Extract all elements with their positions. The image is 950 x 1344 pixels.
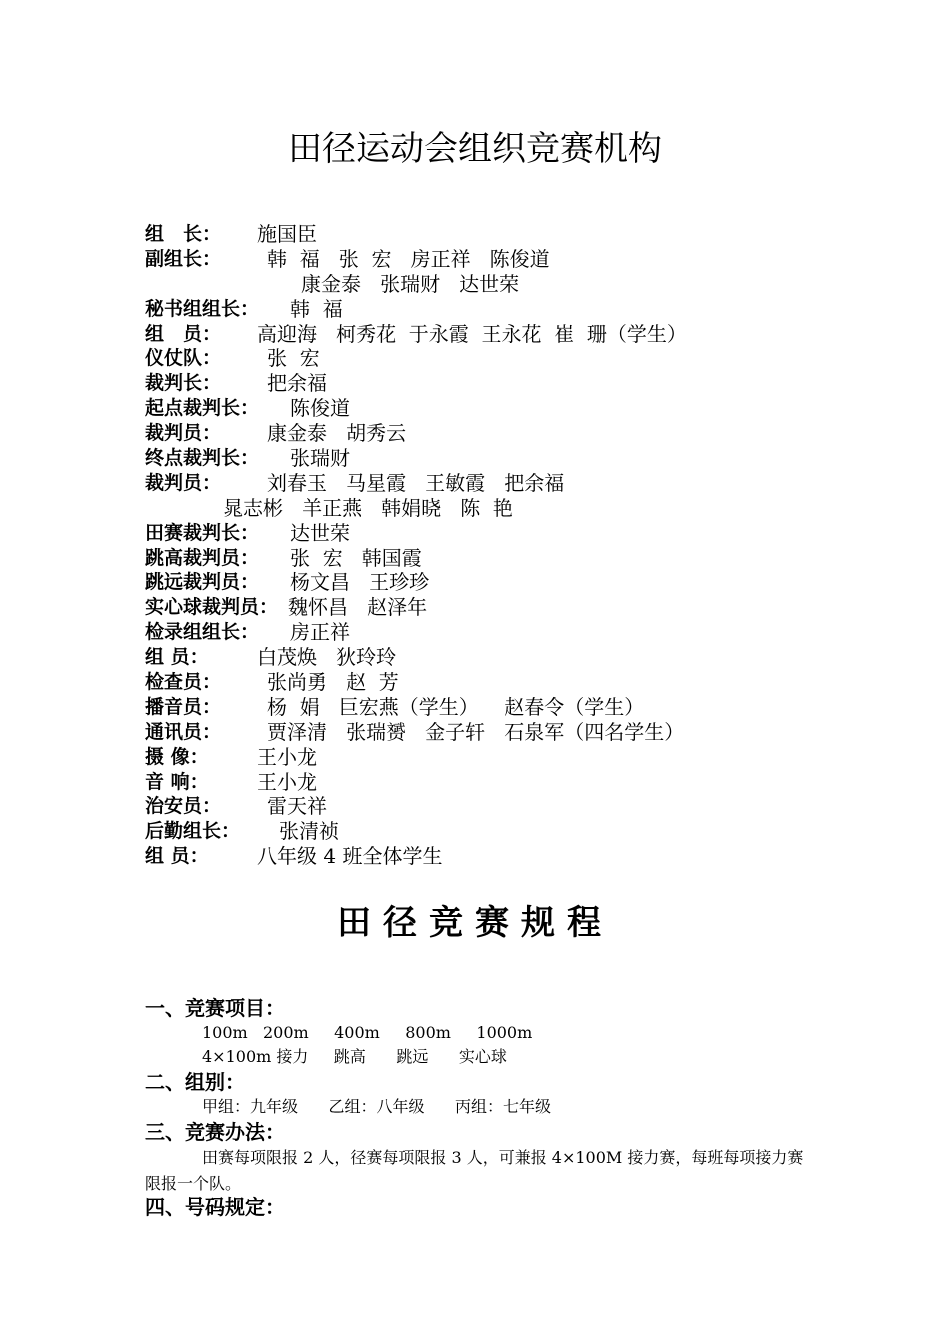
- org-role-label: 裁判长：: [145, 372, 222, 395]
- org-row: [145, 396, 845, 421]
- org-role-label: 音 响：: [145, 770, 209, 793]
- org-row: [145, 421, 845, 446]
- org-members: 晁志彬 羊正燕 韩娟晓 陈 艳: [223, 495, 513, 520]
- org-row: [145, 570, 845, 595]
- org-members: 韩 福: [290, 296, 343, 321]
- org-row: [145, 272, 845, 297]
- org-role-label: 实心球裁判员：: [145, 596, 279, 619]
- org-role-label: 后勤组长：: [145, 820, 241, 843]
- org-row: [145, 446, 845, 471]
- org-role-label: 秘书组组长：: [145, 297, 260, 320]
- org-row: [145, 247, 845, 272]
- org-role-label: 组 长：: [145, 223, 222, 245]
- org-role-label: 摄 像：: [145, 745, 209, 768]
- org-members: 陈俊道: [290, 396, 350, 421]
- org-members: 王小龙: [257, 769, 317, 794]
- org-members: 魏怀昌 赵泽年: [288, 595, 428, 620]
- org-members: 贾泽清 张瑞赟 金子轩 石泉军（四名学生）: [267, 719, 685, 744]
- org-role-label: 检录组组长：: [145, 621, 260, 644]
- org-role-label: 治安员：: [145, 795, 222, 818]
- org-row: [145, 844, 845, 869]
- org-members: 房正祥: [290, 620, 350, 645]
- org-members: 施国臣: [257, 222, 317, 246]
- section-groups: [145, 1069, 825, 1119]
- org-members: 张清祯: [279, 819, 339, 844]
- org-members: 八年级 4 班全体学生: [257, 844, 443, 869]
- org-row: [145, 595, 845, 620]
- org-row: [145, 695, 845, 720]
- rules-title: 田径竞赛规程: [337, 903, 613, 943]
- org-row: [145, 620, 845, 645]
- org-row: [145, 819, 845, 844]
- org-role-label: 裁判员：: [145, 471, 222, 494]
- org-role-label: 跳高裁判员：: [145, 546, 260, 569]
- org-members: 王小龙: [257, 744, 317, 769]
- org-role-label: 终点裁判长：: [145, 447, 260, 470]
- org-row: [145, 322, 845, 347]
- org-role-label: 检查员：: [145, 671, 222, 694]
- org-row: [145, 496, 845, 521]
- org-members: 把余福: [267, 371, 327, 396]
- org-members: 张瑞财: [290, 446, 350, 471]
- section-heading: 二、组别：: [145, 1070, 245, 1094]
- org-role-label: 田赛裁判长：: [145, 521, 260, 544]
- org-row: [145, 297, 845, 322]
- section-events: [145, 995, 825, 1069]
- events-line-2: 4×100m 接力 跳高 跳远 实心球: [202, 1047, 507, 1066]
- org-members: 康金泰 胡秀云: [267, 421, 407, 446]
- org-row: [145, 770, 845, 795]
- section-numbers: [145, 1194, 825, 1220]
- method-paragraph: 田赛每项限报 2 人，径赛每项限报 3 人，可兼报 4×100M 接力赛，每班每项接力赛限报一个队。: [145, 1148, 804, 1193]
- org-row: [145, 222, 845, 247]
- org-members: 张 宏 韩国霞: [290, 545, 422, 570]
- groups-line: 甲组：九年级 乙组：八年级 丙组：七年级: [202, 1097, 552, 1116]
- section-heading: 三、竞赛办法：: [145, 1120, 285, 1144]
- org-role-label: 组 员：: [145, 646, 209, 669]
- section-heading: 四、号码规定：: [145, 1195, 285, 1219]
- page-title: 田径运动会组织竞赛机构: [288, 129, 662, 169]
- org-members: 达世荣: [290, 520, 350, 545]
- org-role-label: 仪仗队：: [145, 347, 222, 370]
- events-line-1: 100m 200m 400m 800m 1000m: [202, 1023, 533, 1042]
- org-members: 韩 福 张 宏 房正祥 陈俊道: [267, 246, 550, 271]
- section-heading: 一、竞赛项目：: [145, 996, 285, 1020]
- org-members: 杨 娟 巨宏燕（学生） 赵春令（学生）: [267, 694, 645, 719]
- org-row: [145, 720, 845, 745]
- org-role-label: 起点裁判长：: [145, 397, 260, 420]
- org-role-label: 播音员：: [145, 695, 222, 718]
- org-members: 雷天祥: [267, 794, 327, 819]
- org-row: [145, 546, 845, 571]
- org-role-label: 通讯员：: [145, 720, 222, 743]
- org-members: 高迎海 柯秀花 于永霞 王永花 崔 珊（学生）: [257, 321, 687, 346]
- org-row: [145, 645, 845, 670]
- org-role-label: 组 员：: [145, 322, 222, 345]
- org-members: 刘春玉 马星霞 王敏霞 把余福: [267, 470, 565, 495]
- org-members: 张 宏: [267, 346, 320, 371]
- org-role-label: 裁判员：: [145, 422, 222, 445]
- org-row: [145, 346, 845, 371]
- org-row: [145, 371, 845, 396]
- org-row: [145, 471, 845, 496]
- org-row: [145, 670, 845, 695]
- organization-list: [145, 222, 845, 869]
- org-role-label: 副组长：: [145, 247, 222, 270]
- org-row: [145, 745, 845, 770]
- org-members: 杨文昌 王珍珍: [290, 570, 430, 595]
- section-method: [145, 1119, 825, 1197]
- org-row: [145, 521, 845, 546]
- org-members: 白茂焕 狄玲玲: [257, 645, 397, 670]
- org-members: 张尚勇 赵 芳: [267, 670, 399, 695]
- org-role-label: 跳远裁判员：: [145, 571, 260, 594]
- org-row: [145, 794, 845, 819]
- org-members: 康金泰 张瑞财 达世荣: [301, 271, 520, 296]
- org-role-label: 组 员：: [145, 845, 209, 868]
